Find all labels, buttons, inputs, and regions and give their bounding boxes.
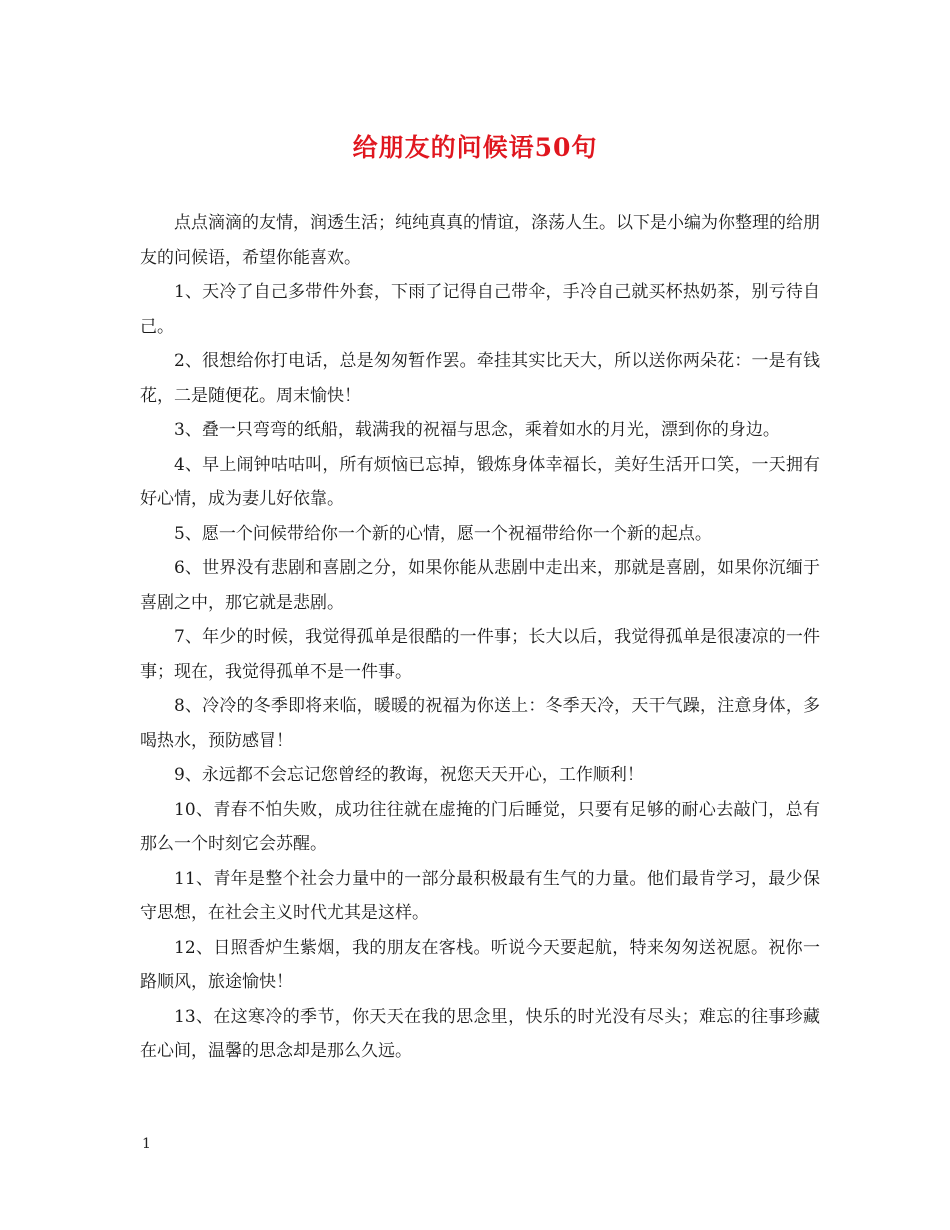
page-number: 1 [142,1136,151,1152]
greeting-item: 9、永远都不会忘记您曾经的教诲，祝您天天开心，工作顺利！ [174,765,644,785]
greeting-item: 7、年少的时候，我觉得孤单是很酷的一件事；长大以后，我觉得孤单是很凄凉的一件事；现在，我觉得孤单不是一件事。 [140,627,820,682]
greeting-item: 12、日照香炉生紫烟，我的朋友在客栈。听说今天要起航，特来匆匆送祝愿。祝你一路顺风，旅途愉快！ [140,937,820,992]
greeting-item: 6、世界没有悲剧和喜剧之分，如果你能从悲剧中走出来，那就是喜剧，如果你沉缅于喜剧之中，那它就是悲剧。 [140,558,820,613]
document-body [140,206,820,1069]
page-title: 给朋友的问候语50句 [352,133,598,162]
greeting-item: 10、青春不怕失败，成功往往就在虚掩的门后睡觉，只要有足够的耐心去敲门，总有那么一个时刻它会苏醒。 [140,799,820,854]
greeting-item: 8、冷冷的冬季即将来临，暖暖的祝福为你送上：冬季天冷，天干气躁，注意身体，多喝热水，预防感冒！ [140,696,820,751]
greeting-item: 13、在这寒冷的季节，你天天在我的思念里，快乐的时光没有尽头；难忘的往事珍藏在心间，温馨的思念却是那么久远。 [140,1006,820,1061]
greeting-item: 5、愿一个问候带给你一个新的心情，愿一个祝福带给你一个新的起点。 [174,523,712,544]
greeting-item: 3、叠一只弯弯的纸船，载满我的祝福与思念，乘着如水的月光，漂到你的身边。 [174,420,780,440]
greeting-item: 4、早上闹钟咕咕叫，所有烦恼已忘掉，锻炼身体幸福长，美好生活开口笑，一天拥有好心情，成为妻儿好依靠。 [140,454,820,509]
greeting-item: 2、很想给你打电话，总是匆匆暂作罢。牵挂其实比天大，所以送你两朵花：一是有钱花，二是随便花。周末愉快！ [140,351,820,406]
intro-paragraph: 点点滴滴的友情，润透生活；纯纯真真的情谊，涤荡人生。以下是小编为你整理的给朋友的问候语，希望你能喜欢。 [140,213,820,268]
greeting-item: 1、天冷了自己多带件外套，下雨了记得自己带伞，手冷自己就买杯热奶茶，别亏待自己。 [140,282,820,337]
greeting-item: 11、青年是整个社会力量中的一部分最积极最有生气的力量。他们最肯学习，最少保守思想，在社会主义时代尤其是这样。 [140,868,820,923]
